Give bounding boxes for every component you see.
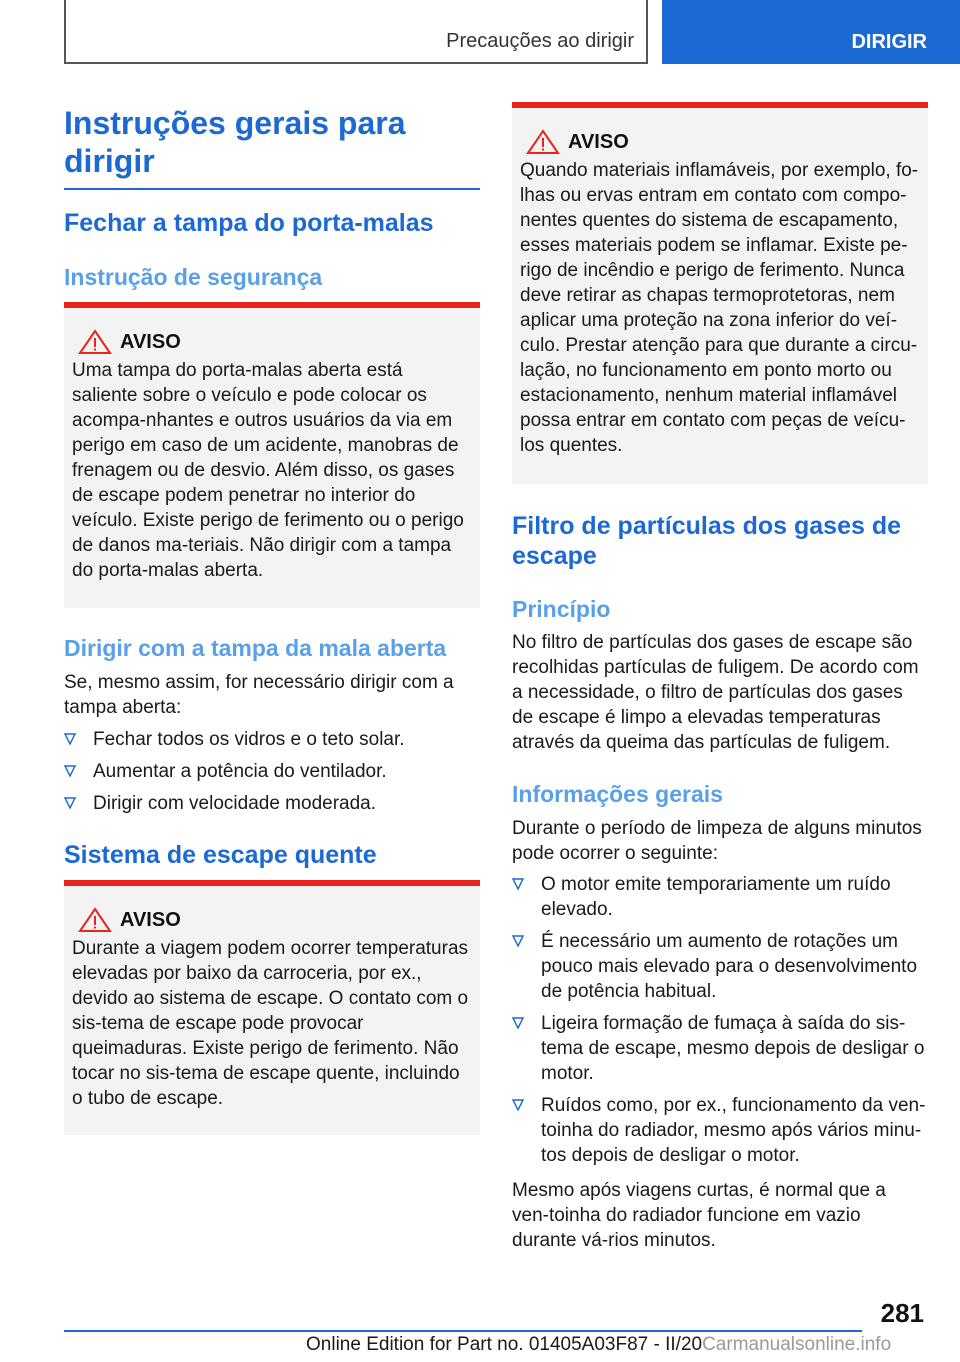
- bullet-triangle-icon: [64, 765, 76, 777]
- heading-open-trunk: Dirigir com a tampa da mala aberta: [64, 635, 447, 661]
- warning-triangle-icon: [526, 129, 560, 155]
- heading-safety: Instrução de segurança: [64, 264, 323, 290]
- list-open-trunk: [64, 727, 480, 823]
- list-item: Dirigir com velocidade moderada.: [64, 791, 480, 816]
- paragraph-info-intro: Durante o período de limpeza de alguns minutos pode ocorrer o seguinte:: [512, 818, 922, 864]
- warning-text: Uma tampa do porta-malas aberta está saliente sobre o veículo e pode colocar os acompa-nhantes e outros usuários da via em perigo em caso de um acidente, manobras de frenagem ou de desvio. Além disso, os gases de escape podem penetrar no interior do veículo. Existe perigo de ferimento ou o perigo de danos ma-teriais. Não dirigir com a tampa do porta-malas aberta.: [72, 360, 464, 581]
- warning-box-exhaust: [64, 880, 480, 1135]
- warning-triangle-icon: [78, 329, 112, 355]
- heading-trunk: Fechar a tampa do porta-malas: [64, 209, 434, 237]
- footer-divider: [64, 1330, 862, 1332]
- warning-text: Durante a viagem podem ocorrer temperaturas elevadas por baixo da carroceria, por ex., devido ao sistema de escape. O contato com o sis-tema de escape pode provocar queimaduras. Existe perigo de ferimento. Não tocar no sis-tema de escape quente, incluindo o tubo de escape.: [72, 938, 469, 1109]
- warning-box-flammable: [512, 102, 928, 484]
- header-chapter-tab: [662, 0, 960, 64]
- warning-box-trunk: [64, 302, 480, 608]
- heading-general-info: Informações gerais: [512, 781, 723, 807]
- warning-label: AVISO: [568, 130, 629, 153]
- heading-principle: Princípio: [512, 596, 611, 622]
- page-number: 281: [880, 1298, 924, 1328]
- heading-exhaust: Sistema de escape quente: [64, 841, 377, 869]
- list-item: Aumentar a potência do ventilador.: [64, 759, 480, 784]
- list-item: Fechar todos os vidros e o teto solar.: [64, 727, 480, 752]
- footer-watermark: Carmanualsonline.info: [702, 1334, 892, 1355]
- header-section-title: Precauções ao dirigir: [446, 30, 634, 52]
- list-item: Ruídos como, por ex., funcionamento da ven-toinha do radiador, mesmo após vários minu-tos depois de desligar o motor.: [512, 1093, 928, 1168]
- paragraph-closing: Mesmo após viagens curtas, é normal que a ven-toinha do radiador funcione em vazio durante vá-rios minutos.: [512, 1180, 886, 1251]
- footer-edition-text: Online Edition for Part no. 01405A03F87 - II/20: [306, 1334, 703, 1355]
- header-chapter-title: DIRIGIR: [851, 31, 927, 53]
- list-item: Ligeira formação de fumaça à saída do sis-tema de escape, mesmo depois de desligar o motor.: [512, 1011, 928, 1086]
- warning-triangle-icon: [78, 907, 112, 933]
- bullet-triangle-icon: [512, 1099, 524, 1111]
- bullet-triangle-icon: [512, 878, 524, 890]
- warning-label: AVISO: [120, 908, 181, 931]
- bullet-triangle-icon: [512, 935, 524, 947]
- paragraph-principle: No filtro de partículas dos gases de escape são recolhidas partículas de fuligem. De acordo com a necessidade, o filtro de partículas dos gases de escape é limpo a elevadas temperaturas através da queima das partículas de fuligem.: [512, 632, 919, 753]
- list-cleaning-effects: [512, 872, 928, 1175]
- footer-edition: [306, 1334, 891, 1356]
- bullet-triangle-icon: [64, 733, 76, 745]
- list-item: É necessário um aumento de rotações um pouco mais elevado para o desenvolvimento de potência habitual.: [512, 929, 928, 1004]
- page-title: Instruções gerais para dirigir: [64, 104, 480, 190]
- bullet-triangle-icon: [512, 1017, 524, 1029]
- paragraph-open-intro: Se, mesmo assim, for necessário dirigir com a tampa aberta:: [64, 672, 454, 718]
- warning-label: AVISO: [120, 330, 181, 353]
- heading-particle-filter: Filtro de partículas dos gases de escape: [512, 512, 902, 570]
- header-section-tab: [64, 0, 648, 64]
- warning-text: Quando materiais inflamáveis, por exemplo, fo-lhas ou ervas entram em contato com compo-nentes quentes do sistema de escapamento, esses materiais podem se inflamar. Existe pe-rigo de incêndio e perigo de ferimento. Nunca deve retirar as chapas termoprotetoras, nem aplicar uma proteção na zona inferior do veí-culo. Prestar atenção para que durante a circu-lação, no funcionamento em ponto morto ou estacionamento, nenhum material inflamável possa entrar em contato com peças de veícu-los quentes.: [520, 160, 919, 456]
- list-item: O motor emite temporariamente um ruído elevado.: [512, 872, 928, 922]
- bullet-triangle-icon: [64, 797, 76, 809]
